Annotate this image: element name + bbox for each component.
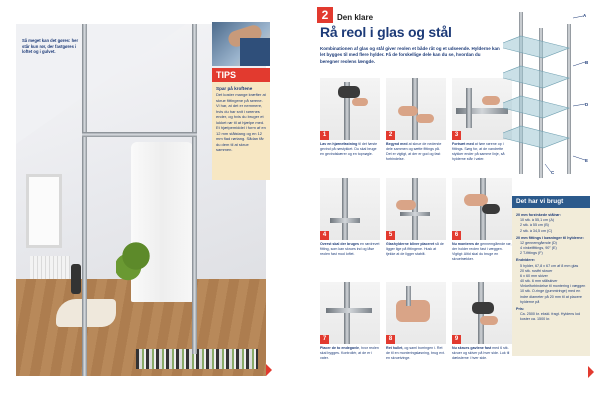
step-caption-lead: Lav en hjørnefastning xyxy=(320,142,358,146)
step-photo-glove xyxy=(338,86,360,98)
photo-window xyxy=(26,174,62,248)
step-9 xyxy=(452,282,512,361)
step-number-badge: 5 xyxy=(386,231,395,240)
diagram-pipe-back-right xyxy=(567,24,571,174)
materials-item: 10 stk. O-ringe (gummiringe) med en indre diameter på 20 mm til at placere hylderne på xyxy=(520,289,582,304)
step-photo xyxy=(386,178,446,240)
step-caption xyxy=(452,242,512,261)
step-photo xyxy=(386,78,446,140)
step-number-badge: 7 xyxy=(320,335,329,344)
step-number-badge: 6 xyxy=(452,231,461,240)
step-caption-text: , hvor reolen skal bygges. Kontrollér, at de er i vater. xyxy=(320,346,379,360)
tips-text: Det koster mange kræfter at skrue fittingene på rørene. Vi har, at det er nemmere, hvis du har snit i rørenes ender, og hvis du bruger et lukket rør til at hjælpe med. Et hjælpemiddel i form af en 12 mm stålstang og en 12 mm flad rørtang. Sådan får du dem til at skrue sammen. xyxy=(216,92,266,153)
materials-item: 2 stk. à 34,5 cm (C) xyxy=(520,228,553,233)
photo-caption: Så meget kan det gøres: her står kun rør, der fastgøres i loftet og i gulvet. xyxy=(22,38,79,55)
photo-rug xyxy=(136,349,258,369)
step-4 xyxy=(320,178,380,257)
step-caption-lead: Glashylderne bliver placeret xyxy=(386,242,435,246)
step-number-badge: 1 xyxy=(320,131,329,140)
page-corner-arrow-icon xyxy=(588,366,594,378)
step-photo-glove xyxy=(472,302,494,314)
materials-item: 4 vinkelfittings, 90° (E) xyxy=(520,246,557,251)
materials-group-title: Endvidere: xyxy=(516,258,536,263)
step-caption xyxy=(320,142,380,157)
tips-photo-sleeve xyxy=(240,38,270,66)
materials-item: Vinkelforbindelse til montering i væggen xyxy=(520,284,586,289)
intro-text: Kombinationen af glas og stål giver reolen et både råt og et udseende. Hylderne kan let bygges til med flere hylder. Få de forskellige dele kan du se, hvordan du beregner reolens længde. xyxy=(320,46,500,64)
materials-item: Ca. 2500 kr. ekskl. fragt. Hyldens lod koster ca. 1500 kr. xyxy=(520,312,581,322)
step-photo-pipe xyxy=(330,218,360,223)
step-number-badge: 8 xyxy=(386,335,395,344)
step-caption-lead: Nu skrues gavlene fast xyxy=(452,346,492,350)
step-caption-lead: Overst skal der bruges xyxy=(320,242,359,246)
diagram-label-c: C xyxy=(551,170,555,175)
materials-item: 2 T-fittings (F) xyxy=(520,251,543,256)
step-photo-pipe xyxy=(342,178,348,240)
step-photo-pipe xyxy=(344,282,350,344)
tips-box xyxy=(212,82,270,180)
step-5 xyxy=(386,178,446,257)
step-caption-text: at skrue de nederste dele sammen og sætte fittings på. Det er vigtigt, at der er god og fast forbindelse. xyxy=(386,142,442,161)
step-caption-text: gennemgående rør, der holder reolen fast i væggen. Vigtigt: Altid skal du bruge en skruetrækker. xyxy=(452,242,512,261)
photo-pipe-right xyxy=(192,24,197,354)
diagram-label-e: E xyxy=(585,158,588,163)
step-photo-hand xyxy=(398,106,418,116)
step-caption xyxy=(386,346,446,361)
step-photo-pipe xyxy=(400,212,430,216)
step-photo xyxy=(320,78,380,140)
step-6 xyxy=(452,178,512,261)
step-caption xyxy=(452,346,512,361)
step-caption-text: en rørdrevet fitting, som kan skrues ind og låse reolen fast mod loftet. xyxy=(320,242,380,256)
step-caption-lead: Fortsæt med xyxy=(452,142,474,146)
step-number-badge: 9 xyxy=(452,335,461,344)
tips-header: TIPS xyxy=(212,68,270,82)
diagram-label-d: D xyxy=(585,102,589,107)
step-caption xyxy=(320,242,380,257)
step-photo-hand xyxy=(396,300,430,322)
materials-box xyxy=(512,196,590,356)
step-1 xyxy=(320,78,380,157)
step-photo-pipe xyxy=(456,108,508,114)
step-photo-hand xyxy=(352,98,368,106)
materials-item: 6 x 60 mm skiver xyxy=(520,273,548,278)
step-number-badge: 2 xyxy=(386,131,395,140)
step-caption-text: så de ligger lige på fittingene. Husk at tjekke at de ligger stabilt. xyxy=(386,242,444,256)
materials-item: 2 stk. à 55 cm (B) xyxy=(520,223,549,228)
section-label: Den klare xyxy=(337,13,374,22)
step-photo-glove xyxy=(482,204,500,214)
shelf-diagram xyxy=(503,6,595,181)
tips-title: Spar på kroftene xyxy=(216,86,253,91)
photo-plant xyxy=(116,234,156,289)
step-caption-text: og saml borringen i. Ret de til en monteringsløsning, brug evt. en skruetvinge. xyxy=(386,346,445,360)
page-headline: Rå reol i glas og stål xyxy=(320,24,452,40)
step-caption-lead: Begynd med xyxy=(386,142,408,146)
materials-list xyxy=(512,208,590,325)
diagram-glass-shelves xyxy=(503,36,569,148)
step-photo-hand xyxy=(416,114,434,123)
materials-header: Det har vi brugt xyxy=(512,196,590,208)
step-photo xyxy=(452,178,512,240)
step-photo xyxy=(386,282,446,344)
step-photo xyxy=(320,282,380,344)
step-caption-lead: Ret hullet, xyxy=(386,346,404,350)
step-8 xyxy=(386,282,446,361)
step-photo xyxy=(320,178,380,240)
materials-group-title: 20 mm forzinkede stålrør: xyxy=(516,213,561,217)
step-2 xyxy=(386,78,446,161)
step-photo-hand xyxy=(480,316,498,325)
step-photo-hand xyxy=(482,96,500,105)
step-photo-pipe xyxy=(326,308,372,313)
step-caption-lead: Nu monteres de xyxy=(452,242,480,246)
materials-item: 10 stk. à 55,1 cm (A) xyxy=(520,218,555,223)
materials-item: 20 stk. rustfri skruer xyxy=(520,268,553,273)
step-photo-pipe xyxy=(466,88,472,128)
step-caption-lead: Placer de to endegavle xyxy=(320,346,359,350)
photo-pipe-left xyxy=(82,24,87,376)
step-caption-text: at føre rørene op i fittings. Sørg for, at de vandrette stykker ender på samme linje, så hylderne står i vater. xyxy=(452,142,505,161)
step-photo-hand xyxy=(396,200,416,210)
step-7 xyxy=(320,282,380,361)
materials-item: 40 stk. 6 mm stålskiver xyxy=(520,279,558,284)
step-photo-pipe xyxy=(406,286,411,306)
step-caption xyxy=(386,242,446,257)
page-corner-arrow-icon xyxy=(266,364,272,376)
diagram-label-a: A xyxy=(583,13,587,18)
step-caption-text: med 6 stk. skruer og skiver på hver side. Luk til dækslerne i hver side. xyxy=(452,346,510,360)
materials-group-title: 20 mm fittings i bøsninger til hylderne: xyxy=(516,235,584,240)
photo-pipe-rail xyxy=(82,132,197,137)
step-number-badge: 4 xyxy=(320,231,329,240)
right-page xyxy=(300,0,600,400)
step-caption xyxy=(320,346,380,361)
materials-item: 5 hylder, 67,8 x 67 cm af 8 mm glas xyxy=(520,263,579,268)
tips-photo xyxy=(212,22,270,66)
step-caption xyxy=(386,142,446,161)
step-number-badge: 3 xyxy=(452,131,461,140)
step-photo xyxy=(452,282,512,344)
materials-group-title: Pris: xyxy=(516,306,525,311)
diagram-label-b: B xyxy=(585,60,589,65)
step-caption-text: til det første gevind på rørstykket. Du skal bruge en gevindskærer og en topnøgle. xyxy=(320,142,378,156)
materials-item: 12 gennemgående (D) xyxy=(520,240,557,245)
section-number-badge: 2 xyxy=(317,7,333,23)
photo-lamp xyxy=(71,264,81,294)
